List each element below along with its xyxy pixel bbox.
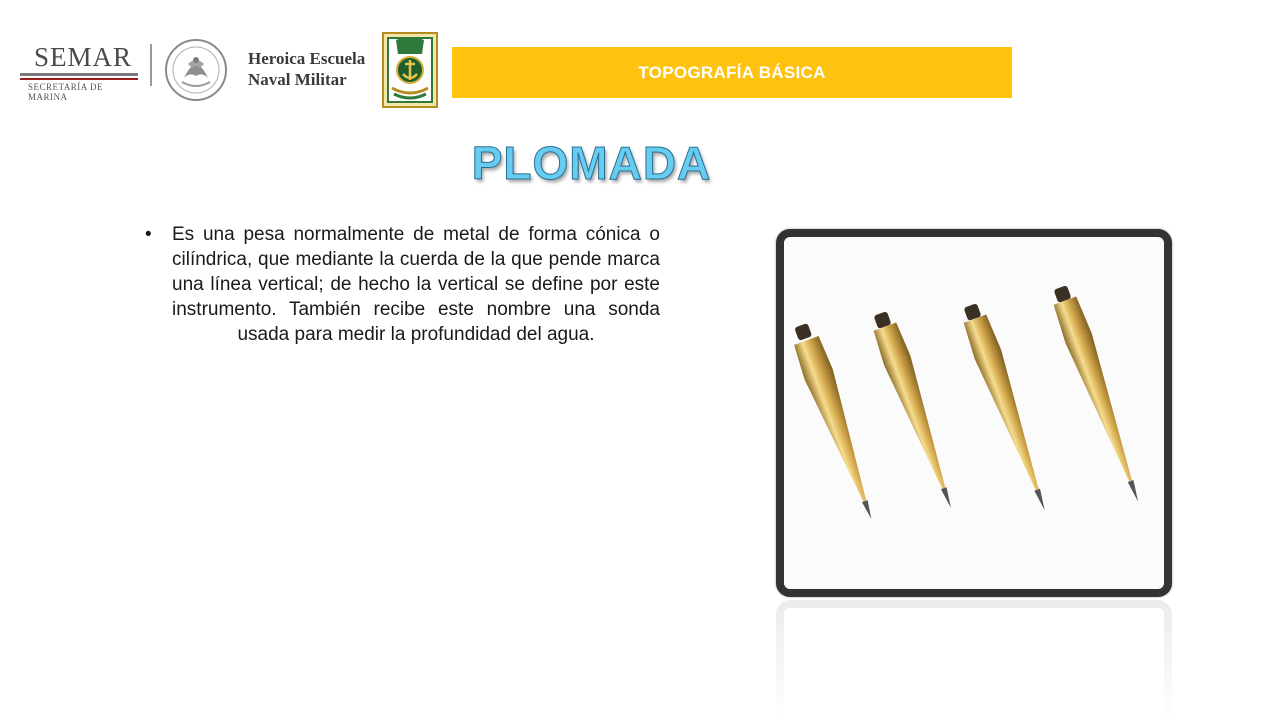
school-name [248,48,370,90]
semar-rule-red [20,78,138,80]
semar-logo [18,40,140,100]
logo-divider [150,44,152,86]
slide-title: PLOMADA [471,137,712,189]
section-banner [452,47,1012,98]
plumb-bob-photo [776,229,1172,597]
semar-subtitle: SECRETARÍA DE MARINA [28,82,104,102]
banner-label: TOPOGRAFÍA BÁSICA [638,62,826,82]
bullet-paragraph [145,222,660,347]
bullet-icon: • [145,224,152,245]
bullet-text: Es una pesa normalmente de metal de forma cónica o cilíndrica, que mediante la cuerda de la que pende marca una línea vertical; de hecho la vertical se define por este instrumento. También recibe este nombre una sonda usada para medir la profundidad del agua. [172,224,660,345]
photo-reflection [776,600,1172,720]
school-crest-icon [382,32,438,108]
semar-rule [20,73,138,76]
plumb-bob-photo-icon [784,237,1164,589]
school-name-line1: Heroica Escuela [248,49,366,68]
school-name-line2: Naval Militar [248,70,347,89]
semar-wordmark: SEMAR [34,42,133,72]
national-seal-icon [164,38,228,102]
